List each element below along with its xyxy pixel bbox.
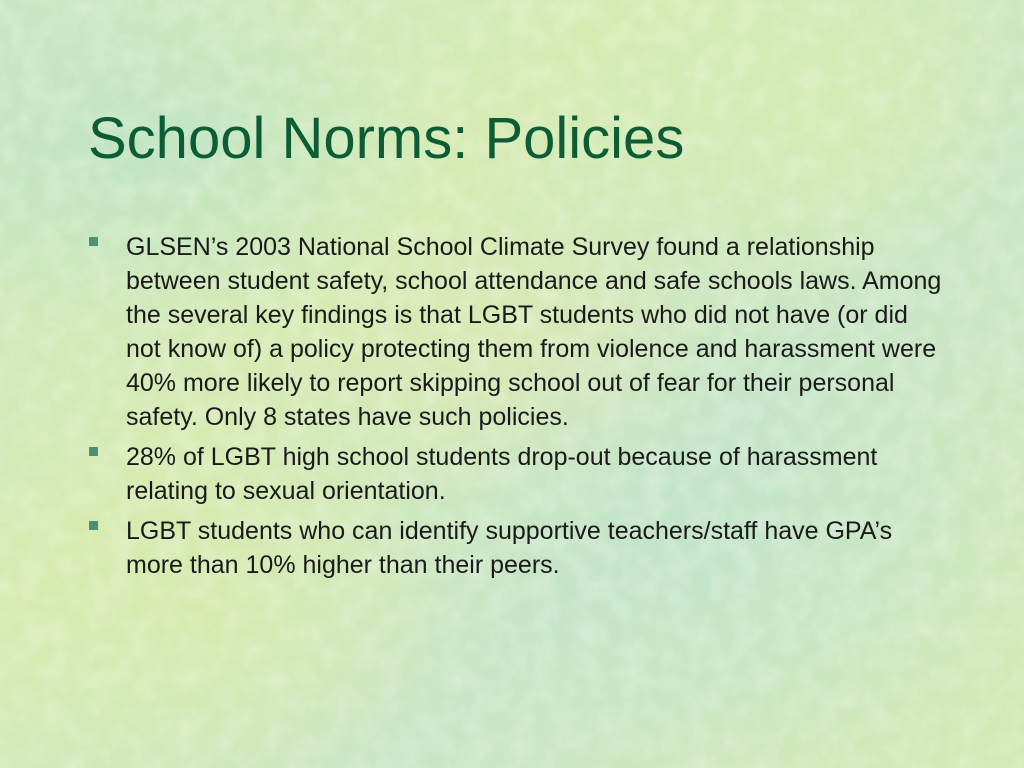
- square-bullet-icon: [89, 447, 98, 456]
- bullet-list: [88, 230, 948, 588]
- bullet-item-survey-findings: [88, 230, 948, 434]
- bullet-item-dropout-rate: [88, 440, 948, 508]
- bullet-item-gpa-support: [88, 514, 948, 582]
- bullet-text: LGBT students who can identify supportive teachers/staff have GPA’s more than 10% higher than their peers.: [126, 517, 893, 579]
- square-bullet-icon: [89, 521, 98, 530]
- bullet-text: GLSEN’s 2003 National School Climate Survey found a relationship between student safety, school attendance and safe schools laws. Among the several key findings is that LGBT students who did not have (or did not know of) a policy protecting them from violence and harassment were 40% more likely to report skipping school out of fear for their personal safety. Only 8 states have such policies.: [126, 233, 942, 431]
- slide-title: School Norms: Policies: [88, 106, 685, 171]
- bullet-text: 28% of LGBT high school students drop-out because of harassment relating to sexual orientation.: [126, 443, 878, 505]
- square-bullet-icon: [89, 237, 98, 246]
